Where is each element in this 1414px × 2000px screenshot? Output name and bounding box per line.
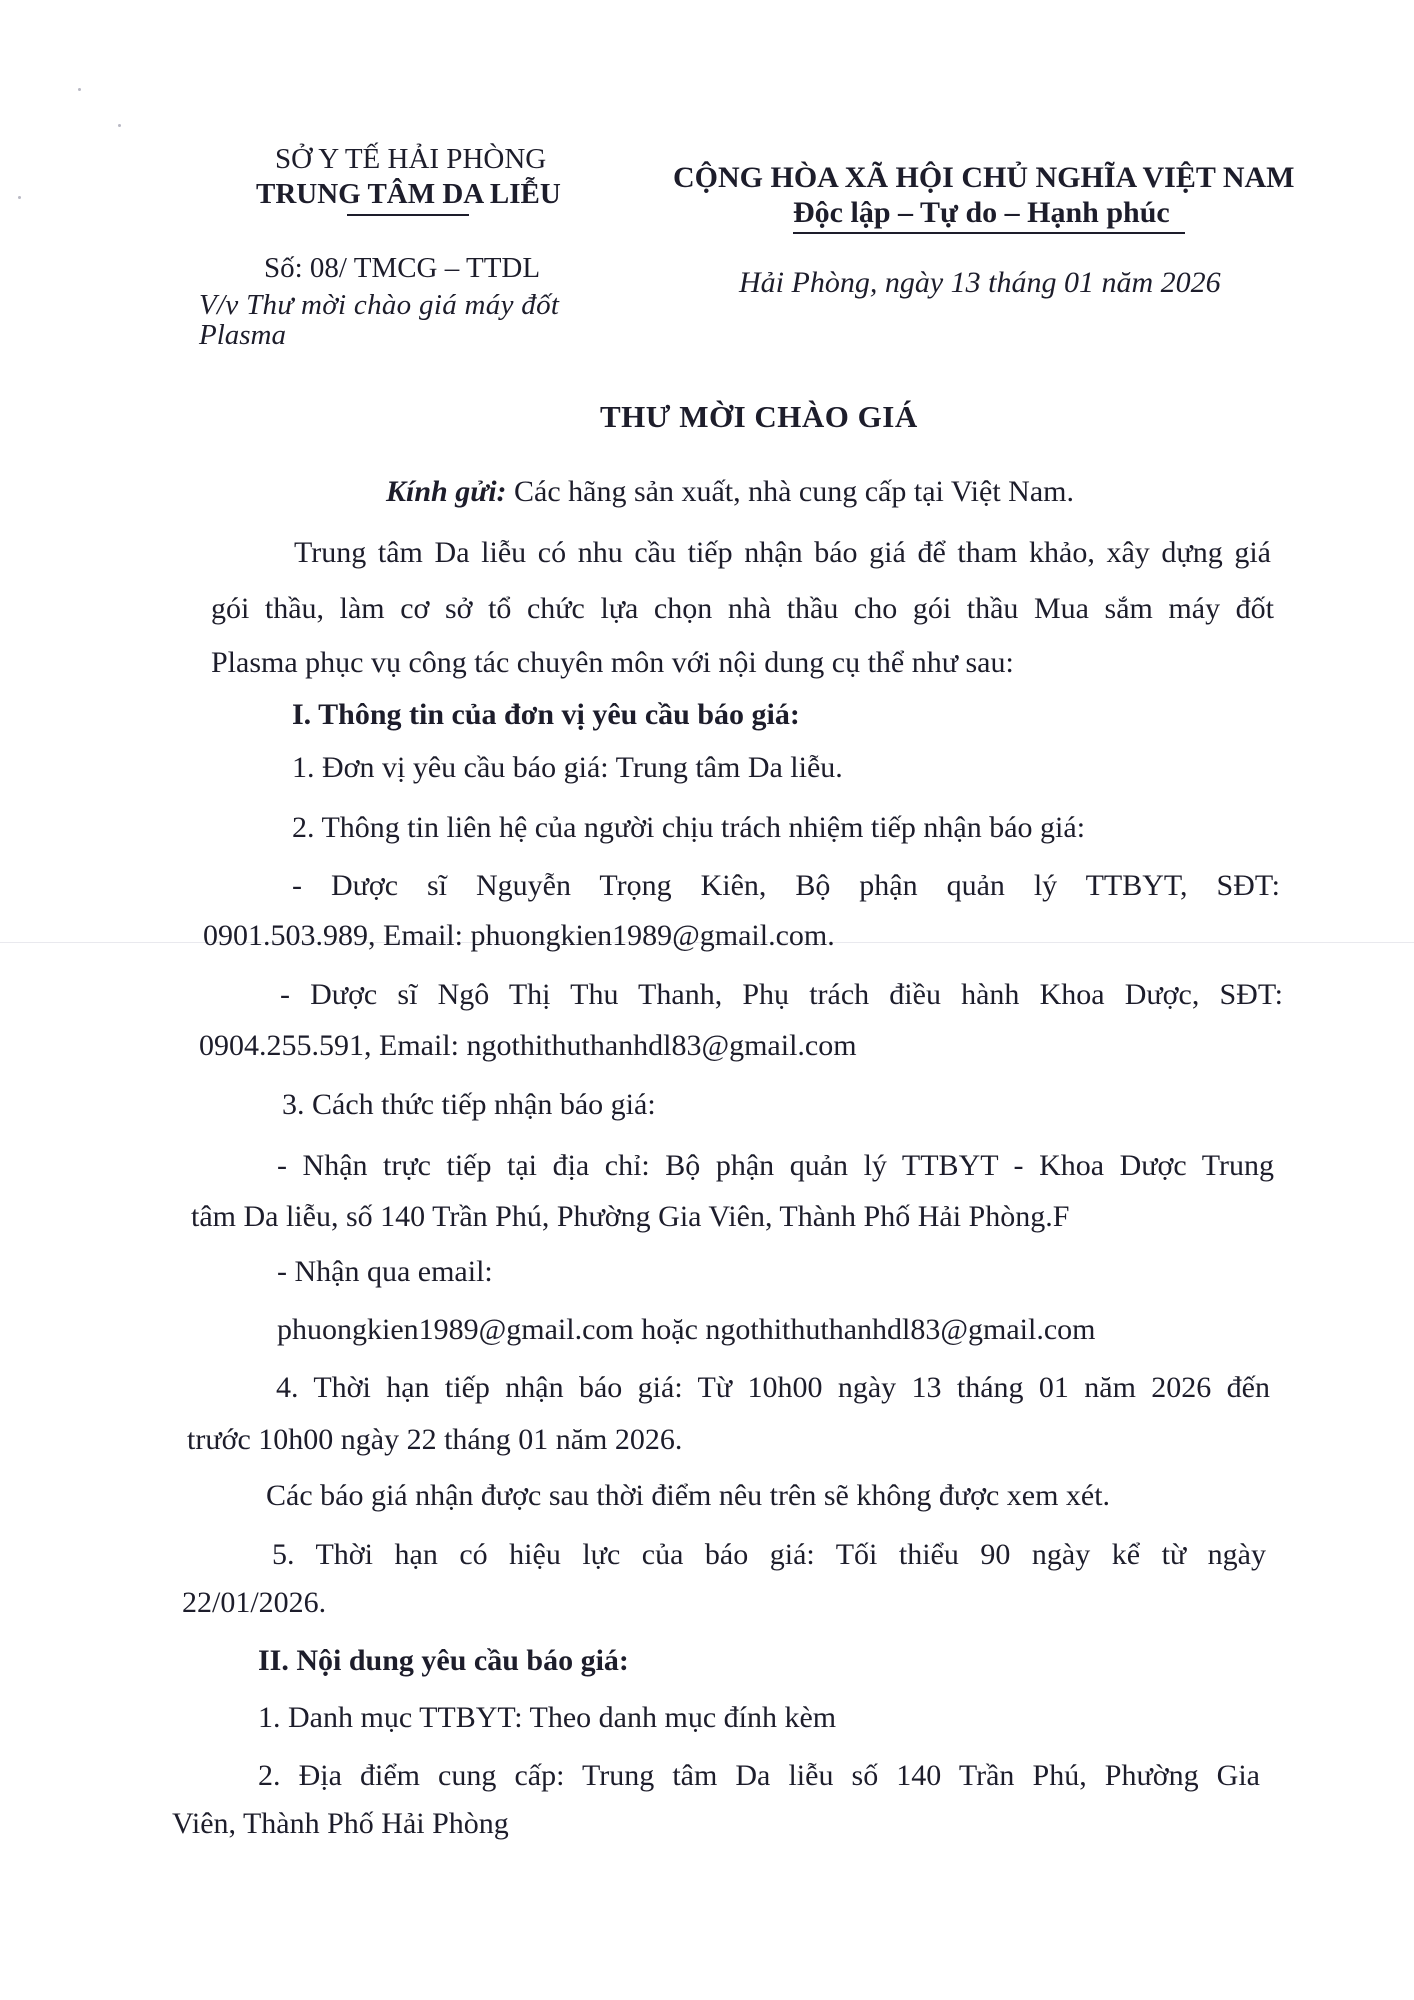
scan-speck — [78, 88, 81, 91]
scan-speck — [118, 124, 121, 127]
nation-motto: Độc lập – Tự do – Hạnh phúc — [793, 196, 1170, 229]
scan-speck — [18, 196, 21, 199]
direct-receive-line1: - Nhận trực tiếp tại địa chỉ: Bộ phận quản lý TTBYT - Khoa Dược Trung — [277, 1149, 1274, 1182]
doc-subject-line2: Plasma — [199, 319, 286, 351]
email-receive-label: - Nhận qua email: — [277, 1255, 493, 1288]
section1-item5-line2: 22/01/2026. — [182, 1586, 327, 1619]
intro-line2: gói thầu, làm cơ sở tổ chức lựa chọn nhà thầu cho gói thầu Mua sắm máy đốt — [211, 592, 1274, 625]
section1-item4-line1: 4. Thời hạn tiếp nhận báo giá: Từ 10h00 ngày 13 tháng 01 năm 2026 đến — [276, 1371, 1270, 1404]
org-underline — [347, 214, 469, 216]
intro-line3: Plasma phục vụ công tác chuyên môn với nội dung cụ thể như sau: — [211, 646, 1014, 679]
section1-item1: 1. Đơn vị yêu cầu báo giá: Trung tâm Da liễu. — [292, 751, 843, 784]
intro-line1: Trung tâm Da liễu có nhu cầu tiếp nhận báo giá để tham khảo, xây dựng giá — [294, 536, 1271, 569]
doc-number: Số: 08/ TMCG – TTDL — [264, 252, 541, 284]
motto-underline — [793, 232, 1185, 234]
contact1-line1: - Dược sĩ Nguyễn Trọng Kiên, Bộ phận quản lý TTBYT, SĐT: — [292, 869, 1280, 902]
direct-receive-line2: tâm Da liễu, số 140 Trần Phú, Phường Gia Viên, Thành Phố Hải Phòng.F — [191, 1200, 1070, 1233]
email-receive-addresses: phuongkien1989@gmail.com hoặc ngothithuthanhdl83@gmail.com — [277, 1313, 1096, 1346]
contact2-line2: 0904.255.591, Email: ngothithuthanhdl83@gmail.com — [199, 1029, 857, 1062]
recipient-text: Các hãng sản xuất, nhà cung cấp tại Việt Nam. — [506, 475, 1074, 508]
document-title: THƯ MỜI CHÀO GIÁ — [600, 399, 918, 434]
section1-heading: I. Thông tin của đơn vị yêu cầu báo giá: — [292, 698, 800, 731]
place-date: Hải Phòng, ngày 13 tháng 01 năm 2026 — [739, 266, 1221, 299]
recipient-label: Kính gửi: — [386, 475, 507, 508]
section1-item4-line2: trước 10h00 ngày 22 tháng 01 năm 2026. — [187, 1423, 683, 1456]
section2-heading: II. Nội dung yêu cầu báo giá: — [258, 1644, 629, 1677]
section1-item3: 3. Cách thức tiếp nhận báo giá: — [282, 1088, 656, 1121]
org-parent: SỞ Y TẾ HẢI PHÒNG — [275, 143, 547, 175]
section2-item2-line2: Viên, Thành Phố Hải Phòng — [172, 1807, 509, 1840]
late-quote-note: Các báo giá nhận được sau thời điểm nêu trên sẽ không được xem xét. — [266, 1479, 1111, 1512]
nation-name: CỘNG HÒA XÃ HỘI CHỦ NGHĨA VIỆT NAM — [673, 161, 1295, 194]
contact1-line2: 0901.503.989, Email: phuongkien1989@gmail.com. — [203, 919, 835, 952]
recipient-line — [386, 474, 1074, 510]
section1-item2: 2. Thông tin liên hệ của người chịu trách nhiệm tiếp nhận báo giá: — [292, 811, 1086, 844]
section2-item2-line1: 2. Địa điểm cung cấp: Trung tâm Da liễu số 140 Trần Phú, Phường Gia — [258, 1759, 1260, 1792]
org-name: TRUNG TÂM DA LIỄU — [256, 178, 561, 210]
section1-item5-line1: 5. Thời hạn có hiệu lực của báo giá: Tối thiểu 90 ngày kể từ ngày — [272, 1538, 1266, 1571]
doc-subject-line1: V/v Thư mời chào giá máy đốt — [199, 289, 560, 321]
section2-item1: 1. Danh mục TTBYT: Theo danh mục đính kèm — [258, 1701, 837, 1734]
contact2-line1: - Dược sĩ Ngô Thị Thu Thanh, Phụ trách điều hành Khoa Dược, SĐT: — [280, 978, 1283, 1011]
